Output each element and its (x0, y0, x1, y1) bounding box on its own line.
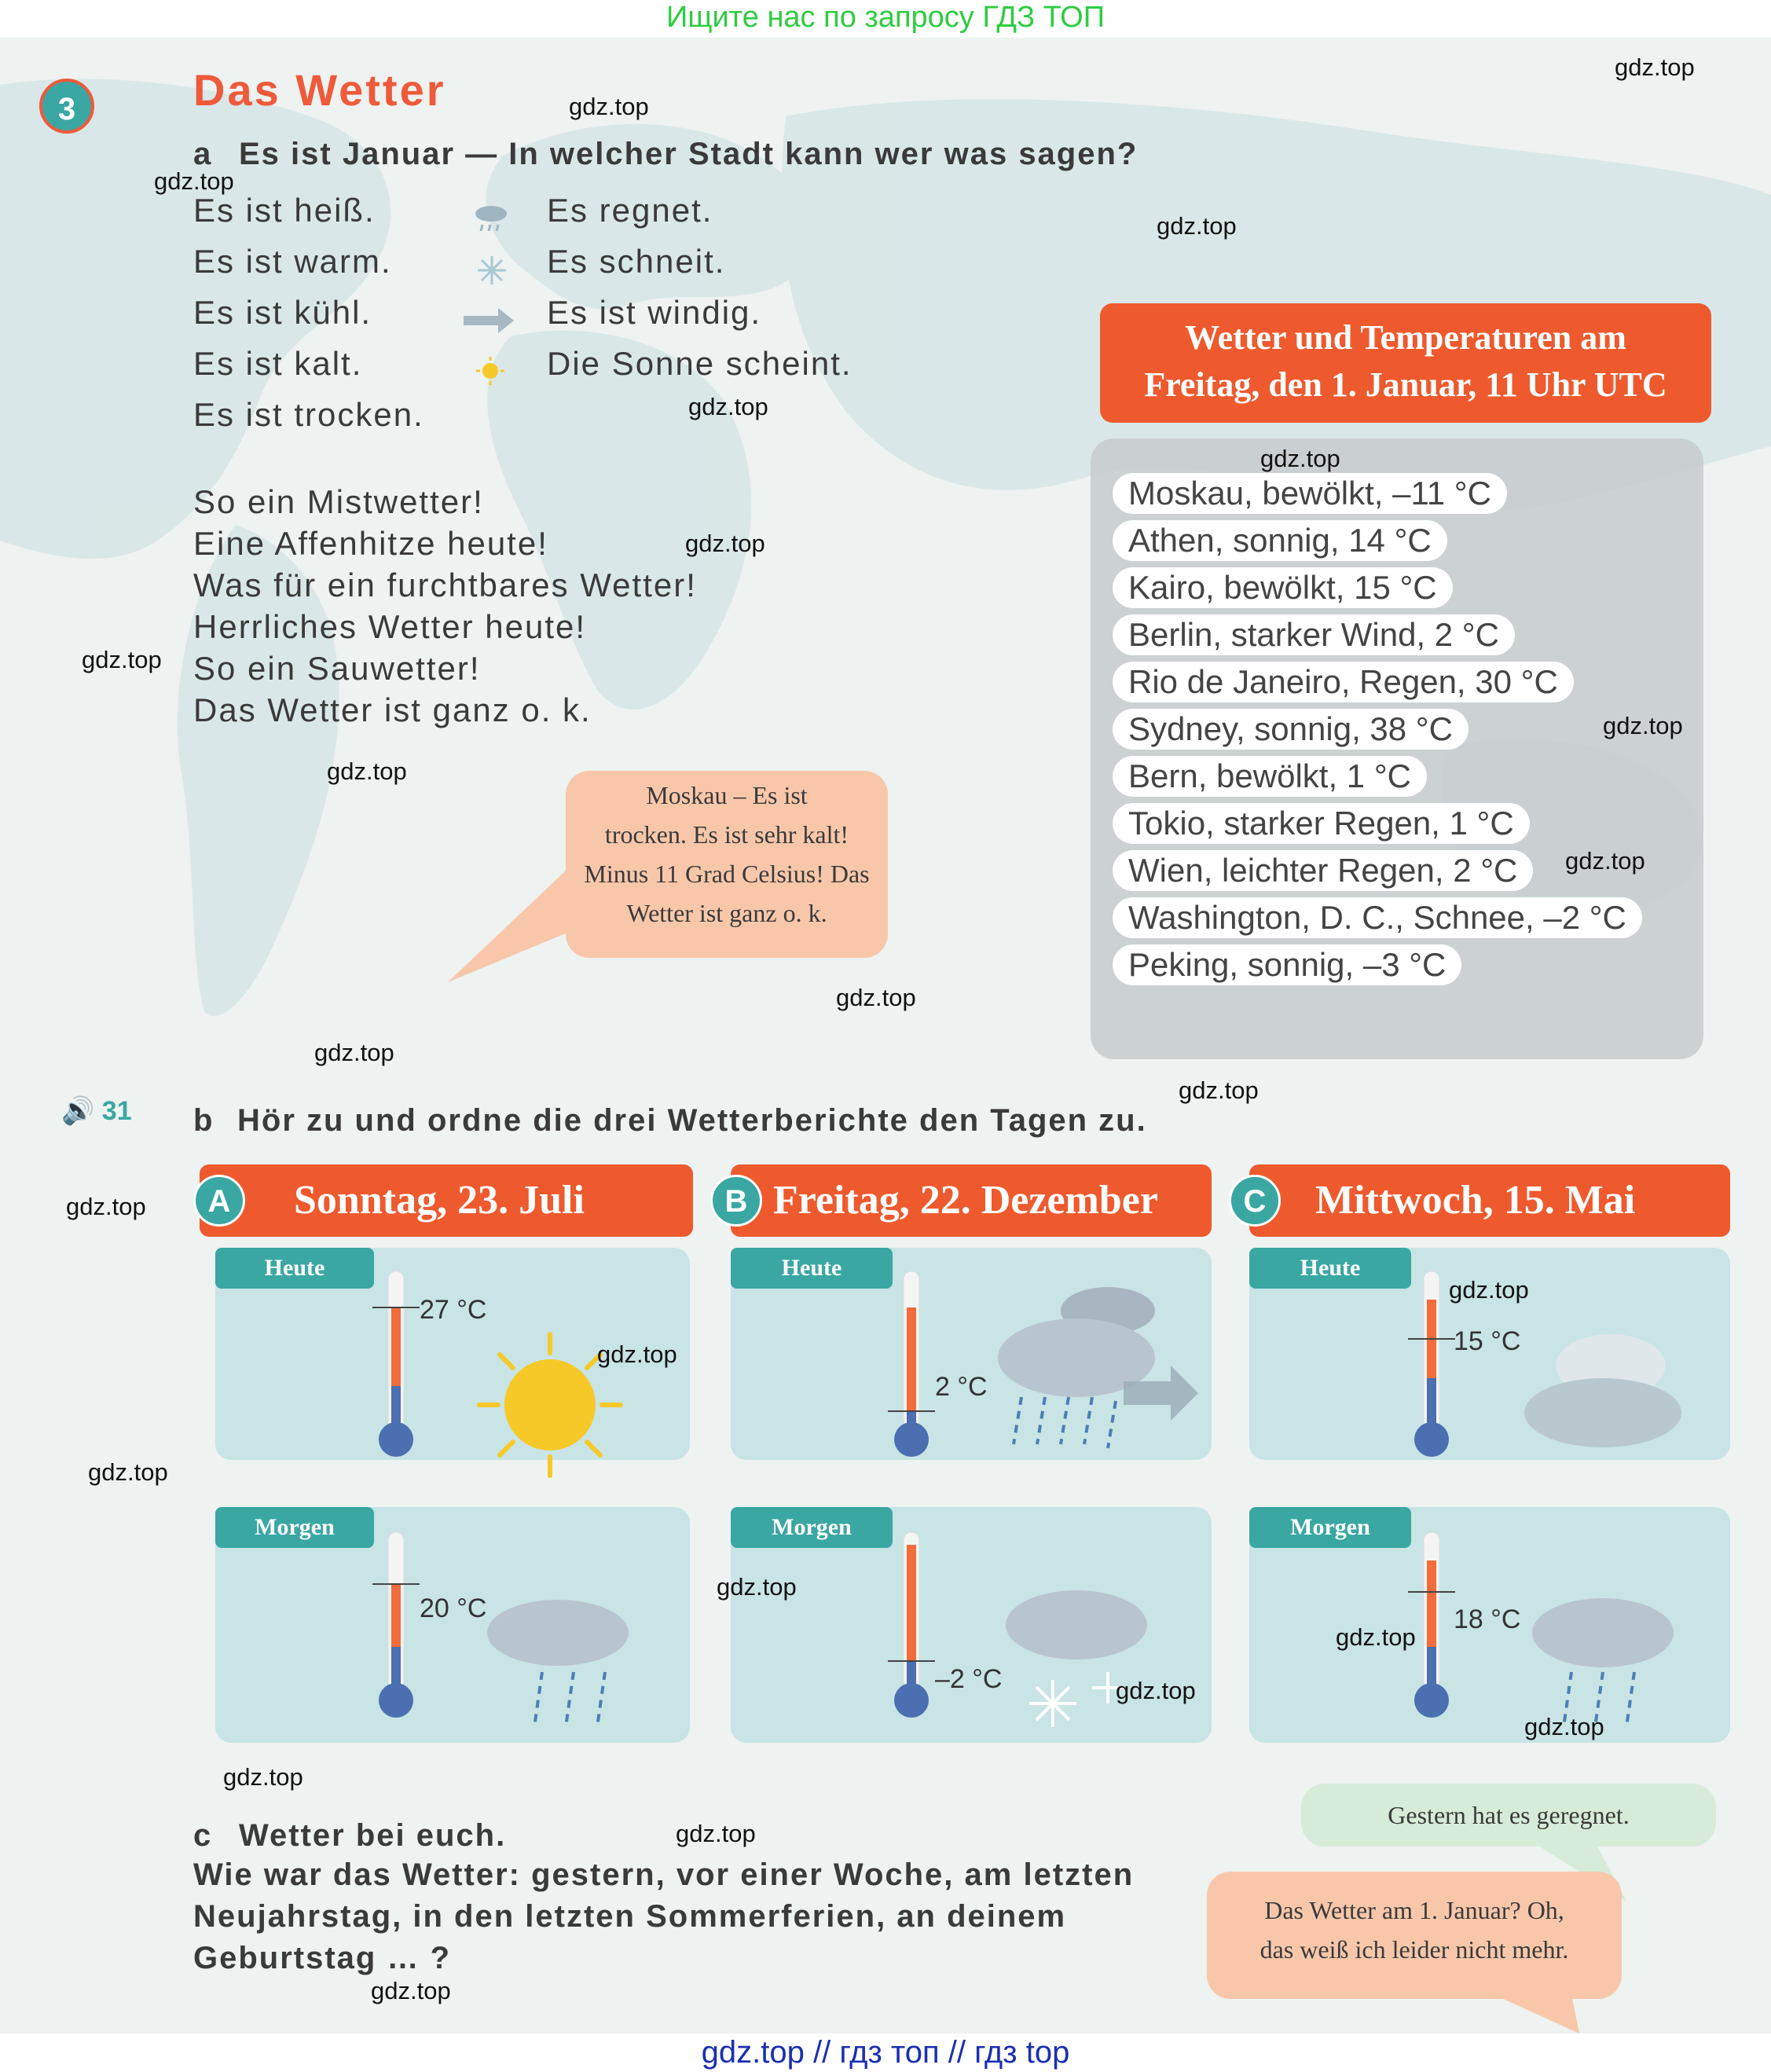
city-panel-title (1100, 303, 1711, 423)
snowflake-icon (476, 255, 508, 286)
watermark: gdz.top (1615, 53, 1695, 81)
day-header-b (731, 1164, 1212, 1237)
phrase: Es schneit. (547, 243, 726, 280)
watermark: gdz.top (676, 1820, 756, 1847)
part-b-letter: b (193, 1103, 214, 1138)
phrase-list-right (547, 192, 852, 396)
part-b-instruction: Hör zu und ordne die drei Wetterberichte den Tagen zu. (237, 1103, 1147, 1138)
phrase: Es ist warm. (193, 243, 392, 280)
rain-cloud-wind-icon (990, 1263, 1202, 1452)
watermark: gdz.top (569, 93, 649, 120)
thermometer-icon (372, 1529, 420, 1722)
label-tomorrow: Morgen (215, 1507, 374, 1548)
watermark: gdz.top (1157, 212, 1237, 240)
exclamation: Was für ein furchtbares Wetter! (193, 567, 697, 603)
speech-bubble-tail (1493, 1994, 1587, 2033)
bubble-line: Das Wetter am 1. Januar? Oh, (1264, 1896, 1564, 1924)
bubble-line: trocken. Es ist sehr kalt! (604, 820, 849, 849)
city-item: Berlin, starker Wind, 2 °C (1113, 614, 1515, 655)
label-tomorrow: Morgen (731, 1507, 893, 1548)
thermometer-icon (1408, 1268, 1455, 1461)
city-item: Washington, D. C., Schnee, –2 °C (1113, 897, 1642, 938)
watermark: gdz.top (223, 1763, 303, 1791)
bubble-line: das weiß ich leider nicht mehr. (1260, 1935, 1569, 1964)
watermark: gdz.top (371, 1977, 451, 2004)
watermark: gdz.top (314, 1039, 394, 1066)
watermark: gdz.top (1449, 1276, 1529, 1304)
watermark: gdz.top (1524, 1713, 1604, 1740)
exclamation: So ein Sauwetter! (193, 650, 481, 687)
watermark: gdz.top (597, 1340, 677, 1368)
part-c-question (193, 1857, 1168, 1982)
audio-track-number: 31 (101, 1096, 132, 1126)
question-line: Geburtstag … ? (193, 1941, 452, 1975)
wind-arrow-icon (464, 305, 515, 336)
part-c-heading: Wetter bei euch. (239, 1818, 507, 1853)
label-today: Heute (731, 1248, 893, 1289)
exercise-title: Das Wetter (193, 65, 446, 115)
phrase: Es regnet. (547, 192, 713, 229)
phrase: Es ist kalt. (193, 345, 363, 382)
question-line: Neujahrstag, in den letzten Sommerferien, an deinem (193, 1899, 1067, 1934)
temp-c-today: 15 °C (1454, 1326, 1521, 1356)
part-c-letter: c (193, 1818, 213, 1853)
day-header-c (1249, 1164, 1730, 1237)
city-item: Rio de Janeiro, Regen, 30 °C (1113, 662, 1574, 702)
cloud-icon (1516, 1326, 1697, 1452)
rain-cloud-icon (471, 201, 511, 236)
temp-a-today: 27 °C (420, 1295, 487, 1325)
bubble-line: Minus 11 Grad Celsius! Das (584, 860, 870, 888)
city-item: Peking, sonnig, –3 °C (1113, 944, 1461, 985)
speech-bubble-yesterday: Gestern hat es geregnet. (1301, 1784, 1716, 1846)
day-letter-b: B (710, 1175, 762, 1227)
bubble-line: Wetter ist ganz o. k. (626, 899, 827, 927)
watermark: gdz.top (1603, 712, 1683, 739)
phrase: Es ist windig. (547, 294, 762, 331)
panel-title-line: Freitag, den 1. Januar, 11 Uhr UTC (1144, 365, 1667, 404)
question-line: Wie war das Wetter: gestern, vor einer Woche, am letzten (193, 1857, 1135, 1892)
speech-bubble-moskau (566, 771, 888, 958)
watermark: gdz.top (88, 1458, 168, 1486)
part-a-instruction: Es ist Januar — In welcher Stadt kann wer was sagen? (239, 137, 1138, 171)
label-today: Heute (1249, 1248, 1411, 1289)
panel-title-line: Wetter und Temperaturen am (1185, 318, 1626, 357)
exercise-number-badge: 3 (39, 79, 94, 134)
day-letter-c: C (1229, 1175, 1281, 1227)
watermark: gdz.top (688, 393, 768, 420)
snow-cloud-icon (990, 1578, 1171, 1735)
temp-c-tomorrow: 18 °C (1454, 1604, 1521, 1634)
watermark: gdz.top (1179, 1076, 1259, 1104)
watermark: gdz.top (82, 646, 162, 673)
textbook-page (0, 38, 1771, 2033)
watermark: gdz.top (685, 530, 765, 557)
phrase: Es ist kühl. (193, 294, 372, 331)
speaker-icon: 🔊 (61, 1096, 95, 1126)
exclamation: So ein Mistwetter! (193, 483, 484, 520)
city-item: Moskau, bewölkt, –11 °C (1113, 473, 1507, 514)
exclamation: Eine Affenhitze heute! (193, 525, 548, 562)
speech-bubble-newyear (1207, 1872, 1622, 1999)
phrase-list-left (193, 192, 424, 447)
watermark: gdz.top (1565, 847, 1645, 875)
temp-b-tomorrow: –2 °C (935, 1664, 1003, 1694)
day-title: Sonntag, 23. Juli (294, 1178, 585, 1223)
city-item: Sydney, sonnig, 38 °C (1113, 709, 1468, 750)
watermark: gdz.top (154, 167, 234, 195)
top-banner[interactable]: Ищите нас по запросу ГДЗ ТОП (0, 0, 1771, 38)
exclamation-list (193, 483, 697, 733)
watermark: gdz.top (836, 984, 916, 1011)
phrase: Die Sonne scheint. (547, 345, 852, 382)
watermark: gdz.top (1260, 445, 1340, 472)
city-item: Athen, sonnig, 14 °C (1113, 520, 1447, 561)
temp-a-tomorrow: 20 °C (420, 1593, 487, 1623)
temp-b-today: 2 °C (935, 1372, 988, 1402)
bottom-banner[interactable]: gdz.top // гдз топ // гдз top (0, 2033, 1771, 2072)
thermometer-icon (888, 1268, 935, 1461)
watermark: gdz.top (66, 1193, 146, 1220)
part-a-letter: a (193, 137, 213, 171)
rain-cloud-icon (479, 1593, 636, 1735)
speech-bubble-tail (448, 863, 574, 988)
label-today: Heute (215, 1248, 374, 1289)
day-title: Mittwoch, 15. Mai (1315, 1178, 1636, 1223)
sun-icon (475, 355, 506, 387)
day-letter-a: A (193, 1175, 245, 1227)
city-item: Wien, leichter Regen, 2 °C (1113, 850, 1533, 891)
phrase: Es ist heiß. (193, 192, 376, 229)
label-tomorrow: Morgen (1249, 1507, 1411, 1548)
day-title: Freitag, 22. Dezember (773, 1178, 1158, 1223)
thermometer-icon (372, 1268, 420, 1461)
exclamation: Herrliches Wetter heute! (193, 608, 587, 645)
phrase: Es ist trocken. (193, 396, 424, 433)
city-item: Tokio, starker Regen, 1 °C (1113, 803, 1530, 844)
exclamation: Das Wetter ist ganz o. k. (193, 691, 592, 728)
thermometer-icon (888, 1529, 935, 1722)
watermark: gdz.top (1336, 1623, 1416, 1651)
watermark: gdz.top (717, 1573, 797, 1601)
city-item: Kairo, bewölkt, 15 °C (1113, 567, 1453, 608)
watermark: gdz.top (327, 757, 407, 785)
audio-track[interactable] (61, 1095, 132, 1127)
city-list (1113, 473, 1642, 992)
watermark: gdz.top (1116, 1677, 1196, 1704)
day-header-a (200, 1164, 693, 1237)
city-item: Bern, bewölkt, 1 °C (1113, 756, 1427, 797)
bubble-line: Moskau – Es ist (646, 781, 808, 809)
